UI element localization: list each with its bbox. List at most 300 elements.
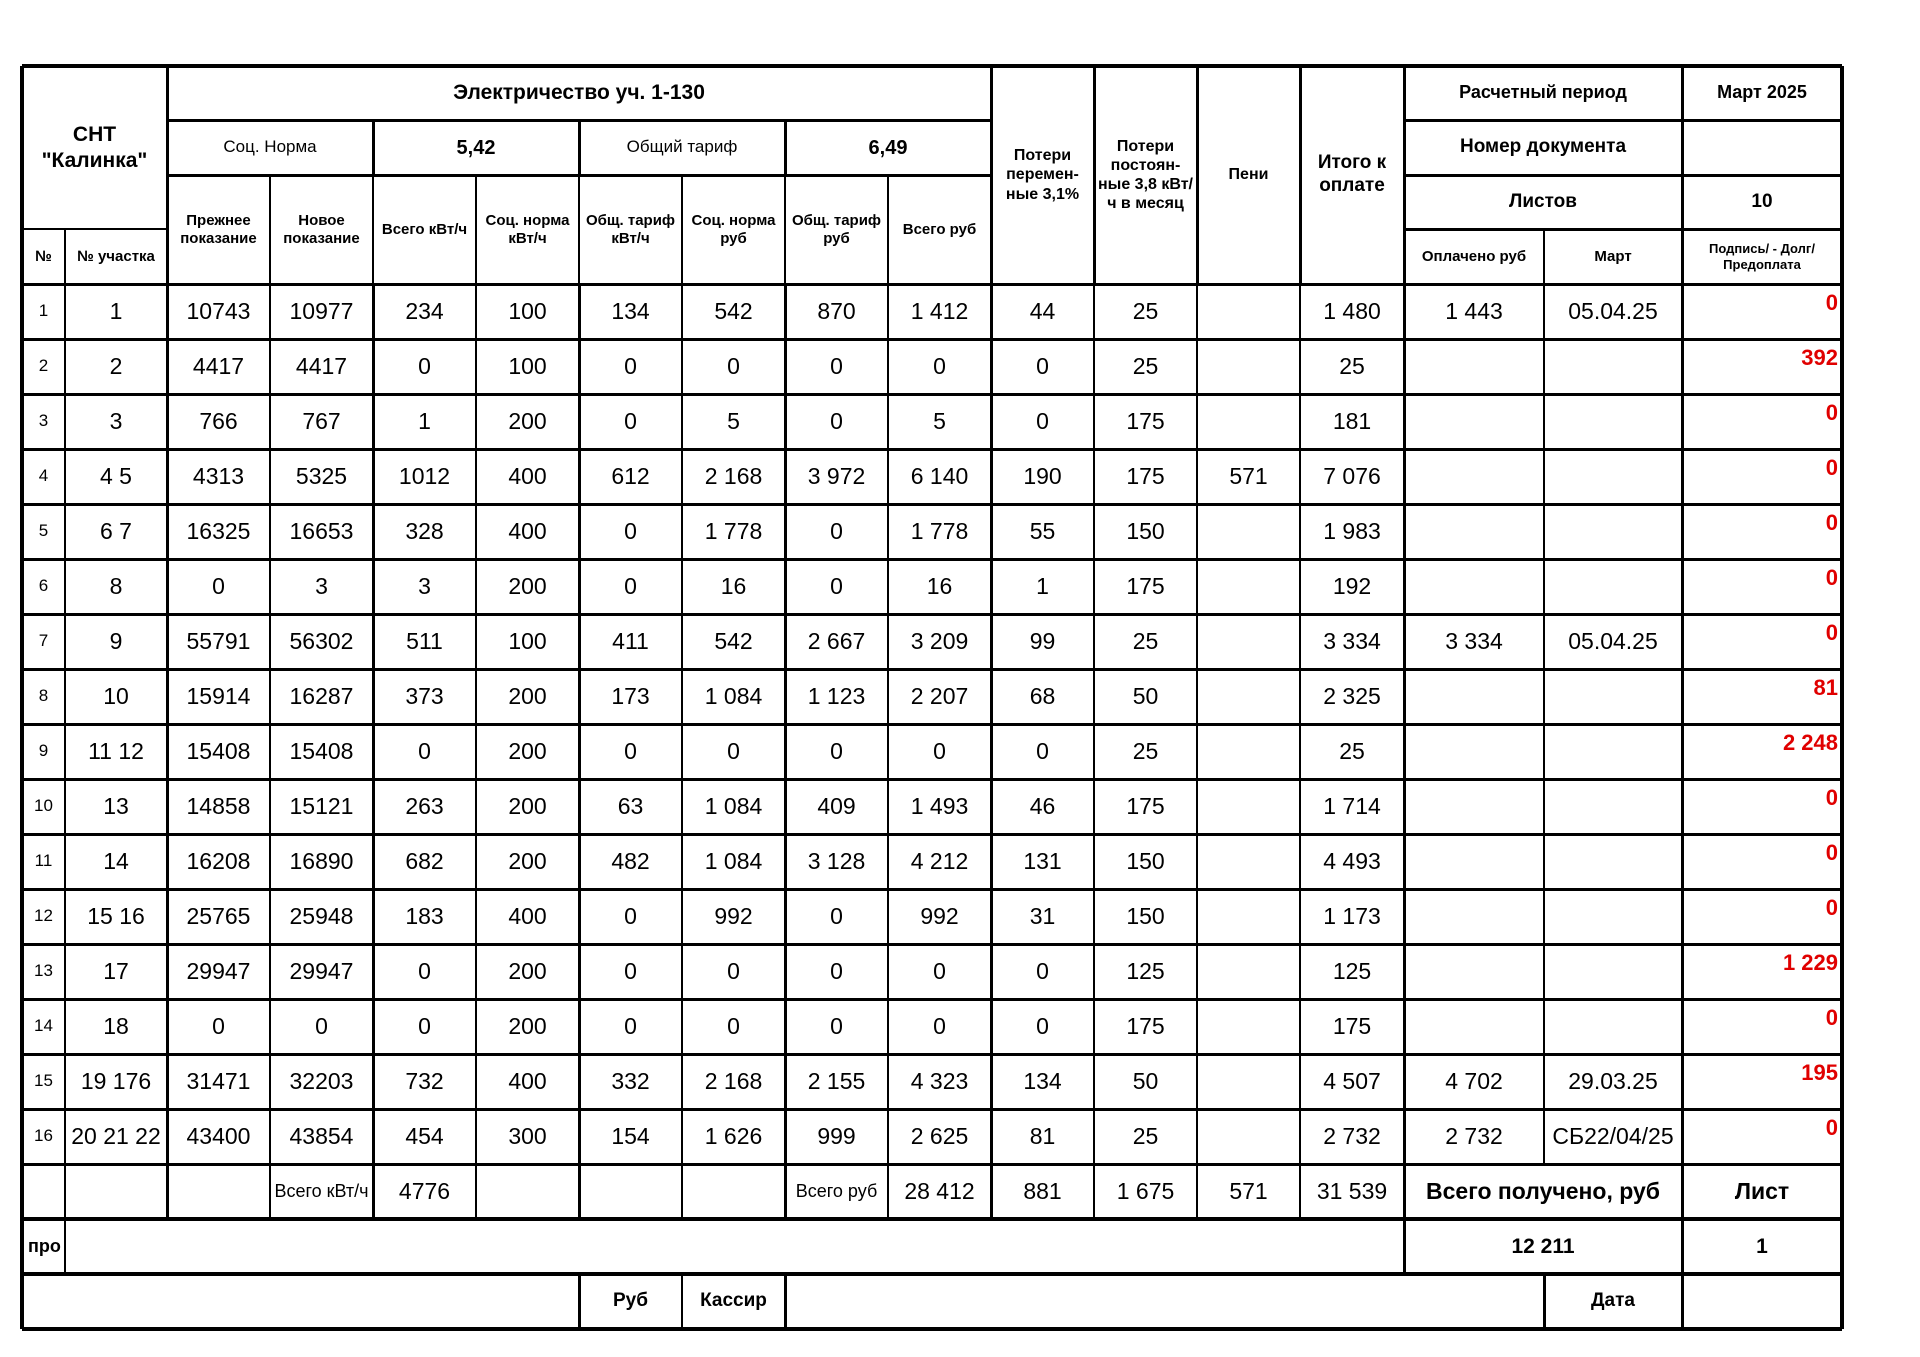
table-cell: 100	[508, 297, 547, 324]
table-cell: 175	[1126, 792, 1165, 819]
grid-line-v	[681, 175, 683, 284]
table-cell	[1197, 669, 1300, 724]
table-cell: 0	[830, 902, 843, 929]
table-cell: 2	[109, 352, 123, 379]
table-cell: 3	[38, 411, 49, 431]
table-cell: 3 334	[1445, 627, 1503, 654]
table-cell: 0	[1825, 400, 1838, 425]
col-plot-header: № участка	[77, 247, 155, 265]
table-cell: 4 493	[1323, 847, 1381, 874]
grid-line-v	[1299, 66, 1302, 284]
grid-line-v	[1093, 284, 1095, 1219]
table-cell: 7 076	[1323, 462, 1381, 489]
table-cell: 99	[1029, 627, 1056, 654]
table-cell: 1	[1036, 572, 1049, 599]
table-cell: 16	[34, 1126, 53, 1146]
table-cell: 8	[109, 572, 123, 599]
table-cell: 4417	[192, 352, 245, 379]
table-cell	[1197, 944, 1300, 999]
penalty-header: Пени	[1228, 166, 1269, 184]
grid-line-v	[1543, 1274, 1546, 1329]
grid-line-h	[22, 393, 1842, 396]
table-cell: 192	[1332, 572, 1372, 599]
table-cell: 2 625	[910, 1122, 969, 1149]
table-cell: 17	[103, 957, 129, 984]
table-cell: 3 128	[807, 847, 866, 874]
table-cell: 6	[38, 576, 49, 596]
grid-line-h	[22, 1163, 1842, 1166]
table-cell: 1 480	[1323, 297, 1381, 324]
table-cell: 15914	[186, 682, 251, 709]
table-cell: 25	[1132, 1122, 1159, 1149]
table-cell: 175	[1126, 407, 1165, 434]
table-cell: 1	[38, 301, 49, 321]
table-cell: 16653	[289, 517, 354, 544]
table-cell: 190	[1023, 462, 1062, 489]
table-cell: 44	[1029, 297, 1056, 324]
table-cell: 1 493	[910, 792, 969, 819]
table-cell: 0	[933, 737, 946, 764]
table-cell: 2 248	[1782, 730, 1838, 755]
table-cell: 3 209	[910, 627, 969, 654]
table-cell: 0	[1036, 407, 1049, 434]
table-cell: 175	[1126, 1012, 1165, 1039]
table-cell: 154	[611, 1122, 650, 1149]
table-cell: 15408	[186, 737, 251, 764]
table-cell: 0	[212, 1012, 225, 1039]
table-cell: 0	[418, 957, 431, 984]
received-value: 12 211	[1511, 1234, 1575, 1258]
table-cell: 0	[830, 407, 843, 434]
table-cell	[1404, 669, 1544, 724]
grid-line-v	[1681, 66, 1684, 284]
table-cell: 25765	[186, 902, 251, 929]
table-cell	[1404, 394, 1544, 449]
table-cell: 0	[933, 957, 946, 984]
table-cell: 2 207	[910, 682, 969, 709]
grid-line-h	[22, 723, 1842, 726]
table-cell: 0	[624, 1012, 637, 1039]
grid-line-h	[22, 1108, 1842, 1111]
table-cell	[1544, 669, 1682, 724]
table-cell: 25948	[289, 902, 354, 929]
col-soc-kwh-header: Соц. норма кВт/ч	[485, 211, 570, 247]
table-cell: 1 443	[1445, 297, 1503, 324]
table-cell: 81	[1813, 675, 1838, 700]
table-cell: 46	[1029, 792, 1056, 819]
table-cell: 3	[315, 572, 328, 599]
table-cell	[1197, 999, 1300, 1054]
table-cell	[1404, 339, 1544, 394]
total-kwh-label: Всего кВт/ч	[274, 1180, 369, 1201]
grid-line-h	[22, 998, 1842, 1001]
col-new-header: Новое показание	[283, 211, 360, 247]
table-cell: 234	[405, 297, 444, 324]
table-cell: СБ22/04/25	[1552, 1122, 1674, 1149]
table-cell: 0	[727, 737, 740, 764]
table-cell: 181	[1332, 407, 1372, 434]
table-cell: 400	[508, 1067, 547, 1094]
table-cell	[1197, 614, 1300, 669]
table-cell	[1197, 339, 1300, 394]
table-cell: 7	[38, 631, 49, 651]
grid-line-h	[22, 833, 1842, 836]
grid-line-v	[1403, 1219, 1406, 1274]
table-cell: 13	[103, 792, 129, 819]
table-cell: 4	[38, 466, 49, 486]
table-cell: 150	[1126, 847, 1165, 874]
grid-line-v	[578, 175, 580, 284]
table-cell: 1 229	[1782, 950, 1838, 975]
table-cell	[1544, 779, 1682, 834]
table-cell	[1197, 724, 1300, 779]
table-cell: 15	[34, 1071, 53, 1091]
grid-line-v	[475, 284, 477, 1219]
table-cell: 0	[212, 572, 225, 599]
total-losses-fixed: 1 675	[1116, 1177, 1175, 1204]
table-cell: 5	[38, 521, 49, 541]
grid-line-v	[1299, 284, 1301, 1219]
losses-fixed-header: Потери постоян-ные 3,8 кВт/ч в месяц	[1098, 137, 1193, 213]
doc-number-label: Номер документа	[1459, 136, 1627, 158]
col-no-header: №	[35, 247, 52, 265]
table-cell: 2 325	[1323, 682, 1381, 709]
grid-line-v	[578, 1274, 581, 1329]
table-cell	[1404, 779, 1544, 834]
grid-line-h	[22, 1327, 1842, 1331]
table-cell: 766	[199, 407, 238, 434]
table-cell	[1544, 504, 1682, 559]
table-cell: 10	[103, 682, 129, 709]
col-gen-kwh-header: Общ. тариф кВт/ч	[585, 211, 676, 247]
table-cell: 134	[611, 297, 650, 324]
table-cell: 1 412	[910, 297, 969, 324]
table-cell: 100	[508, 352, 547, 379]
grid-line-v	[1196, 66, 1199, 284]
table-cell	[1404, 449, 1544, 504]
table-cell: 3	[418, 572, 431, 599]
grid-line-v	[990, 66, 993, 284]
table-cell: 10977	[289, 297, 354, 324]
table-cell: 0	[624, 517, 637, 544]
grid-line-h	[1404, 119, 1842, 122]
table-cell: 173	[611, 682, 650, 709]
table-cell: 4 702	[1445, 1067, 1503, 1094]
table-cell: 16287	[289, 682, 354, 709]
table-cell	[1197, 834, 1300, 889]
table-cell: 870	[817, 297, 856, 324]
general-tariff-label: Общий тариф	[626, 137, 738, 157]
table-cell: 0	[624, 737, 637, 764]
table-cell: 200	[508, 847, 547, 874]
table-cell: 0	[727, 957, 740, 984]
table-cell: 16	[926, 572, 953, 599]
grid-line-h	[22, 283, 1842, 286]
sheets-value: 10	[1751, 190, 1773, 212]
table-cell: 05.04.25	[1568, 297, 1658, 324]
table-cell: 6 140	[910, 462, 969, 489]
table-cell: 1 084	[704, 847, 763, 874]
table-cell: 15 16	[87, 902, 145, 929]
grid-line-h	[1404, 174, 1842, 177]
table-cell: 0	[1036, 957, 1049, 984]
table-cell: 32203	[289, 1067, 354, 1094]
table-cell: 125	[1126, 957, 1165, 984]
col-total-kwh-header: Всего кВт/ч	[381, 220, 468, 238]
grid-line-v	[166, 284, 169, 1219]
table-cell: 767	[302, 407, 341, 434]
table-cell: 25	[1339, 737, 1365, 764]
table-cell: 1 626	[704, 1122, 763, 1149]
table-cell	[1197, 394, 1300, 449]
table-cell: 4417	[295, 352, 348, 379]
grid-line-v	[1196, 284, 1198, 1219]
grid-line-h	[22, 943, 1842, 946]
table-cell: 1 778	[910, 517, 969, 544]
col-prev-header: Прежнее показание	[180, 211, 257, 247]
table-cell	[1544, 449, 1682, 504]
table-cell: 0	[624, 572, 637, 599]
table-cell: 56302	[289, 627, 354, 654]
table-cell	[1197, 559, 1300, 614]
table-cell: 25	[1132, 297, 1159, 324]
table-cell: 0	[727, 1012, 740, 1039]
table-cell: 1 173	[1323, 902, 1381, 929]
table-cell: 29947	[186, 957, 251, 984]
table-cell: 300	[508, 1122, 547, 1149]
table-cell: 0	[1036, 737, 1049, 764]
table-cell: 25	[1132, 737, 1159, 764]
table-cell: 16	[720, 572, 747, 599]
table-cell: 50	[1132, 682, 1159, 709]
table-cell: 0	[830, 737, 843, 764]
table-cell: 11 12	[88, 737, 144, 764]
table-cell: 29947	[289, 957, 354, 984]
grid-line-h	[22, 1217, 1842, 1221]
table-cell: 200	[508, 1012, 547, 1039]
table-cell: 411	[612, 627, 649, 654]
grid-line-v	[990, 284, 993, 1219]
total-rub-label: Всего руб	[795, 1180, 878, 1201]
table-cell: 0	[1825, 895, 1838, 920]
table-cell: 4 212	[910, 847, 969, 874]
table-cell	[1197, 504, 1300, 559]
table-cell: 1 778	[704, 517, 763, 544]
grid-line-v	[1840, 66, 1844, 1329]
grid-line-h	[22, 228, 167, 230]
table-cell: 0	[830, 572, 843, 599]
table-cell: 11	[34, 851, 53, 871]
table-cell: 0	[1825, 510, 1838, 535]
table-cell: 16890	[289, 847, 354, 874]
table-cell: 16325	[186, 517, 251, 544]
total-received-label: Всего получено, руб	[1426, 1177, 1660, 1204]
table-cell: 0	[418, 737, 431, 764]
table-cell: 0	[1825, 785, 1838, 810]
table-cell: 0	[1825, 1005, 1838, 1030]
date-label: Дата	[1591, 1290, 1635, 1312]
table-cell	[1544, 999, 1682, 1054]
table-cell	[1544, 889, 1682, 944]
losses-variable-header: Потери перемен-ные 3,1%	[1005, 147, 1080, 203]
grid-line-v	[1403, 66, 1406, 284]
grid-line-v	[784, 175, 786, 284]
table-cell: 150	[1126, 902, 1165, 929]
table-cell: 8	[38, 686, 49, 706]
table-cell: 2 667	[807, 627, 866, 654]
table-cell	[1404, 504, 1544, 559]
grid-line-h	[22, 1272, 1842, 1276]
col-sign-header: Подпись/ - Долг/Предоплата	[1709, 240, 1815, 272]
table-cell: 14858	[186, 792, 251, 819]
table-cell: 81	[1029, 1122, 1056, 1149]
table-cell: 4 323	[910, 1067, 969, 1094]
table-cell: 0	[624, 902, 637, 929]
table-cell: 13	[34, 961, 53, 981]
table-cell: 3 334	[1323, 627, 1381, 654]
table-cell: 454	[405, 1122, 444, 1149]
table-cell	[1197, 284, 1300, 339]
table-cell: 3	[109, 407, 123, 434]
table-cell: 10743	[186, 297, 251, 324]
sheet-title: Электричество уч. 1-130	[453, 81, 705, 105]
org-name: СНТ "Калинка"	[41, 123, 148, 172]
table-cell: 9	[38, 741, 49, 761]
col-paid-header: Оплачено руб	[1421, 247, 1527, 265]
table-cell: 16208	[186, 847, 251, 874]
table-cell: 195	[1801, 1060, 1838, 1085]
grid-line-v	[269, 175, 271, 284]
table-cell: 25	[1339, 352, 1365, 379]
grid-line-v	[20, 66, 24, 1329]
table-cell	[1404, 944, 1544, 999]
table-cell: 0	[727, 352, 740, 379]
table-cell: 0	[830, 517, 843, 544]
grid-line-h	[22, 338, 1842, 341]
total-kwh-value: 4776	[398, 1177, 451, 1204]
table-cell	[1404, 559, 1544, 614]
table-cell: 200	[508, 792, 547, 819]
table-cell: 19 176	[80, 1067, 152, 1094]
table-cell: 2 732	[1323, 1122, 1381, 1149]
table-cell	[1197, 779, 1300, 834]
table-cell: 1	[109, 297, 123, 324]
table-cell: 14	[103, 847, 129, 874]
table-cell: 400	[508, 902, 547, 929]
total-losses-var: 881	[1023, 1177, 1062, 1204]
table-cell: 43400	[186, 1122, 251, 1149]
table-cell: 0	[830, 1012, 843, 1039]
grid-line-h	[22, 558, 1842, 561]
table-cell: 3 972	[807, 462, 866, 489]
general-tariff-value: 6,49	[868, 136, 908, 159]
table-cell: 992	[920, 902, 959, 929]
table-cell	[1404, 999, 1544, 1054]
table-cell: 100	[508, 627, 547, 654]
table-cell: 0	[830, 957, 843, 984]
table-cell: 4313	[192, 462, 245, 489]
table-cell: 200	[508, 407, 547, 434]
table-cell: 05.04.25	[1568, 627, 1658, 654]
table-cell	[1544, 834, 1682, 889]
table-cell: 1 983	[1323, 517, 1381, 544]
table-cell	[1197, 1109, 1300, 1164]
table-cell: 0	[1825, 565, 1838, 590]
table-cell: 31471	[186, 1067, 251, 1094]
amount-in-words-prefix: про	[28, 1235, 61, 1256]
table-cell	[1404, 724, 1544, 779]
table-cell: 55791	[186, 627, 251, 654]
table-cell: 2	[38, 356, 49, 376]
total-penalty: 571	[1229, 1177, 1268, 1204]
table-cell: 1 123	[807, 682, 866, 709]
grid-line-v	[784, 1274, 787, 1329]
table-cell: 328	[405, 517, 444, 544]
table-cell: 2 155	[807, 1067, 866, 1094]
table-cell	[1544, 394, 1682, 449]
table-cell: 200	[508, 682, 547, 709]
table-cell: 400	[508, 517, 547, 544]
table-cell: 25	[1132, 352, 1159, 379]
table-cell: 0	[315, 1012, 328, 1039]
table-cell: 4 5	[100, 462, 132, 489]
table-cell: 0	[1825, 840, 1838, 865]
table-cell: 4 507	[1323, 1067, 1381, 1094]
grid-line-h	[22, 778, 1842, 781]
grid-line-v	[1543, 284, 1545, 1164]
grid-line-v	[64, 229, 66, 284]
table-cell: 0	[1825, 455, 1838, 480]
table-cell: 0	[624, 957, 637, 984]
table-cell: 150	[1126, 517, 1165, 544]
table-cell	[1544, 724, 1682, 779]
table-cell: 0	[830, 352, 843, 379]
table-cell: 0	[418, 352, 431, 379]
table-cell	[1544, 339, 1682, 394]
table-cell: 2 168	[704, 462, 763, 489]
grid-line-h	[22, 888, 1842, 891]
sheets-label: Листов	[1509, 190, 1577, 212]
grid-line-v	[681, 1274, 683, 1329]
table-cell: 1 084	[704, 682, 763, 709]
col-total-rub-header: Всего руб	[902, 220, 977, 238]
table-cell: 15408	[289, 737, 354, 764]
table-cell: 0	[624, 352, 637, 379]
grid-line-v	[784, 284, 787, 1219]
table-cell: 482	[611, 847, 650, 874]
grid-line-v	[1403, 284, 1406, 1219]
table-cell: 175	[1126, 462, 1165, 489]
table-cell	[1404, 834, 1544, 889]
table-cell: 5	[933, 407, 946, 434]
table-cell: 63	[617, 792, 644, 819]
grid-line-v	[887, 284, 889, 1219]
grid-line-v	[578, 120, 581, 175]
sheet-label: Лист	[1734, 1177, 1790, 1204]
table-cell: 175	[1332, 1012, 1372, 1039]
table-cell: 131	[1023, 847, 1062, 874]
table-cell: 18	[103, 1012, 129, 1039]
table-cell: 9	[109, 627, 123, 654]
grid-line-h	[22, 1053, 1842, 1056]
period-value: Март 2025	[1717, 82, 1807, 103]
grid-line-h	[22, 64, 1842, 68]
grid-line-h	[1404, 228, 1842, 231]
table-cell: 200	[508, 572, 547, 599]
soc-norm-label: Соц. Норма	[223, 137, 317, 157]
table-cell: 20 21 22	[71, 1122, 161, 1149]
table-cell: 2 168	[704, 1067, 763, 1094]
